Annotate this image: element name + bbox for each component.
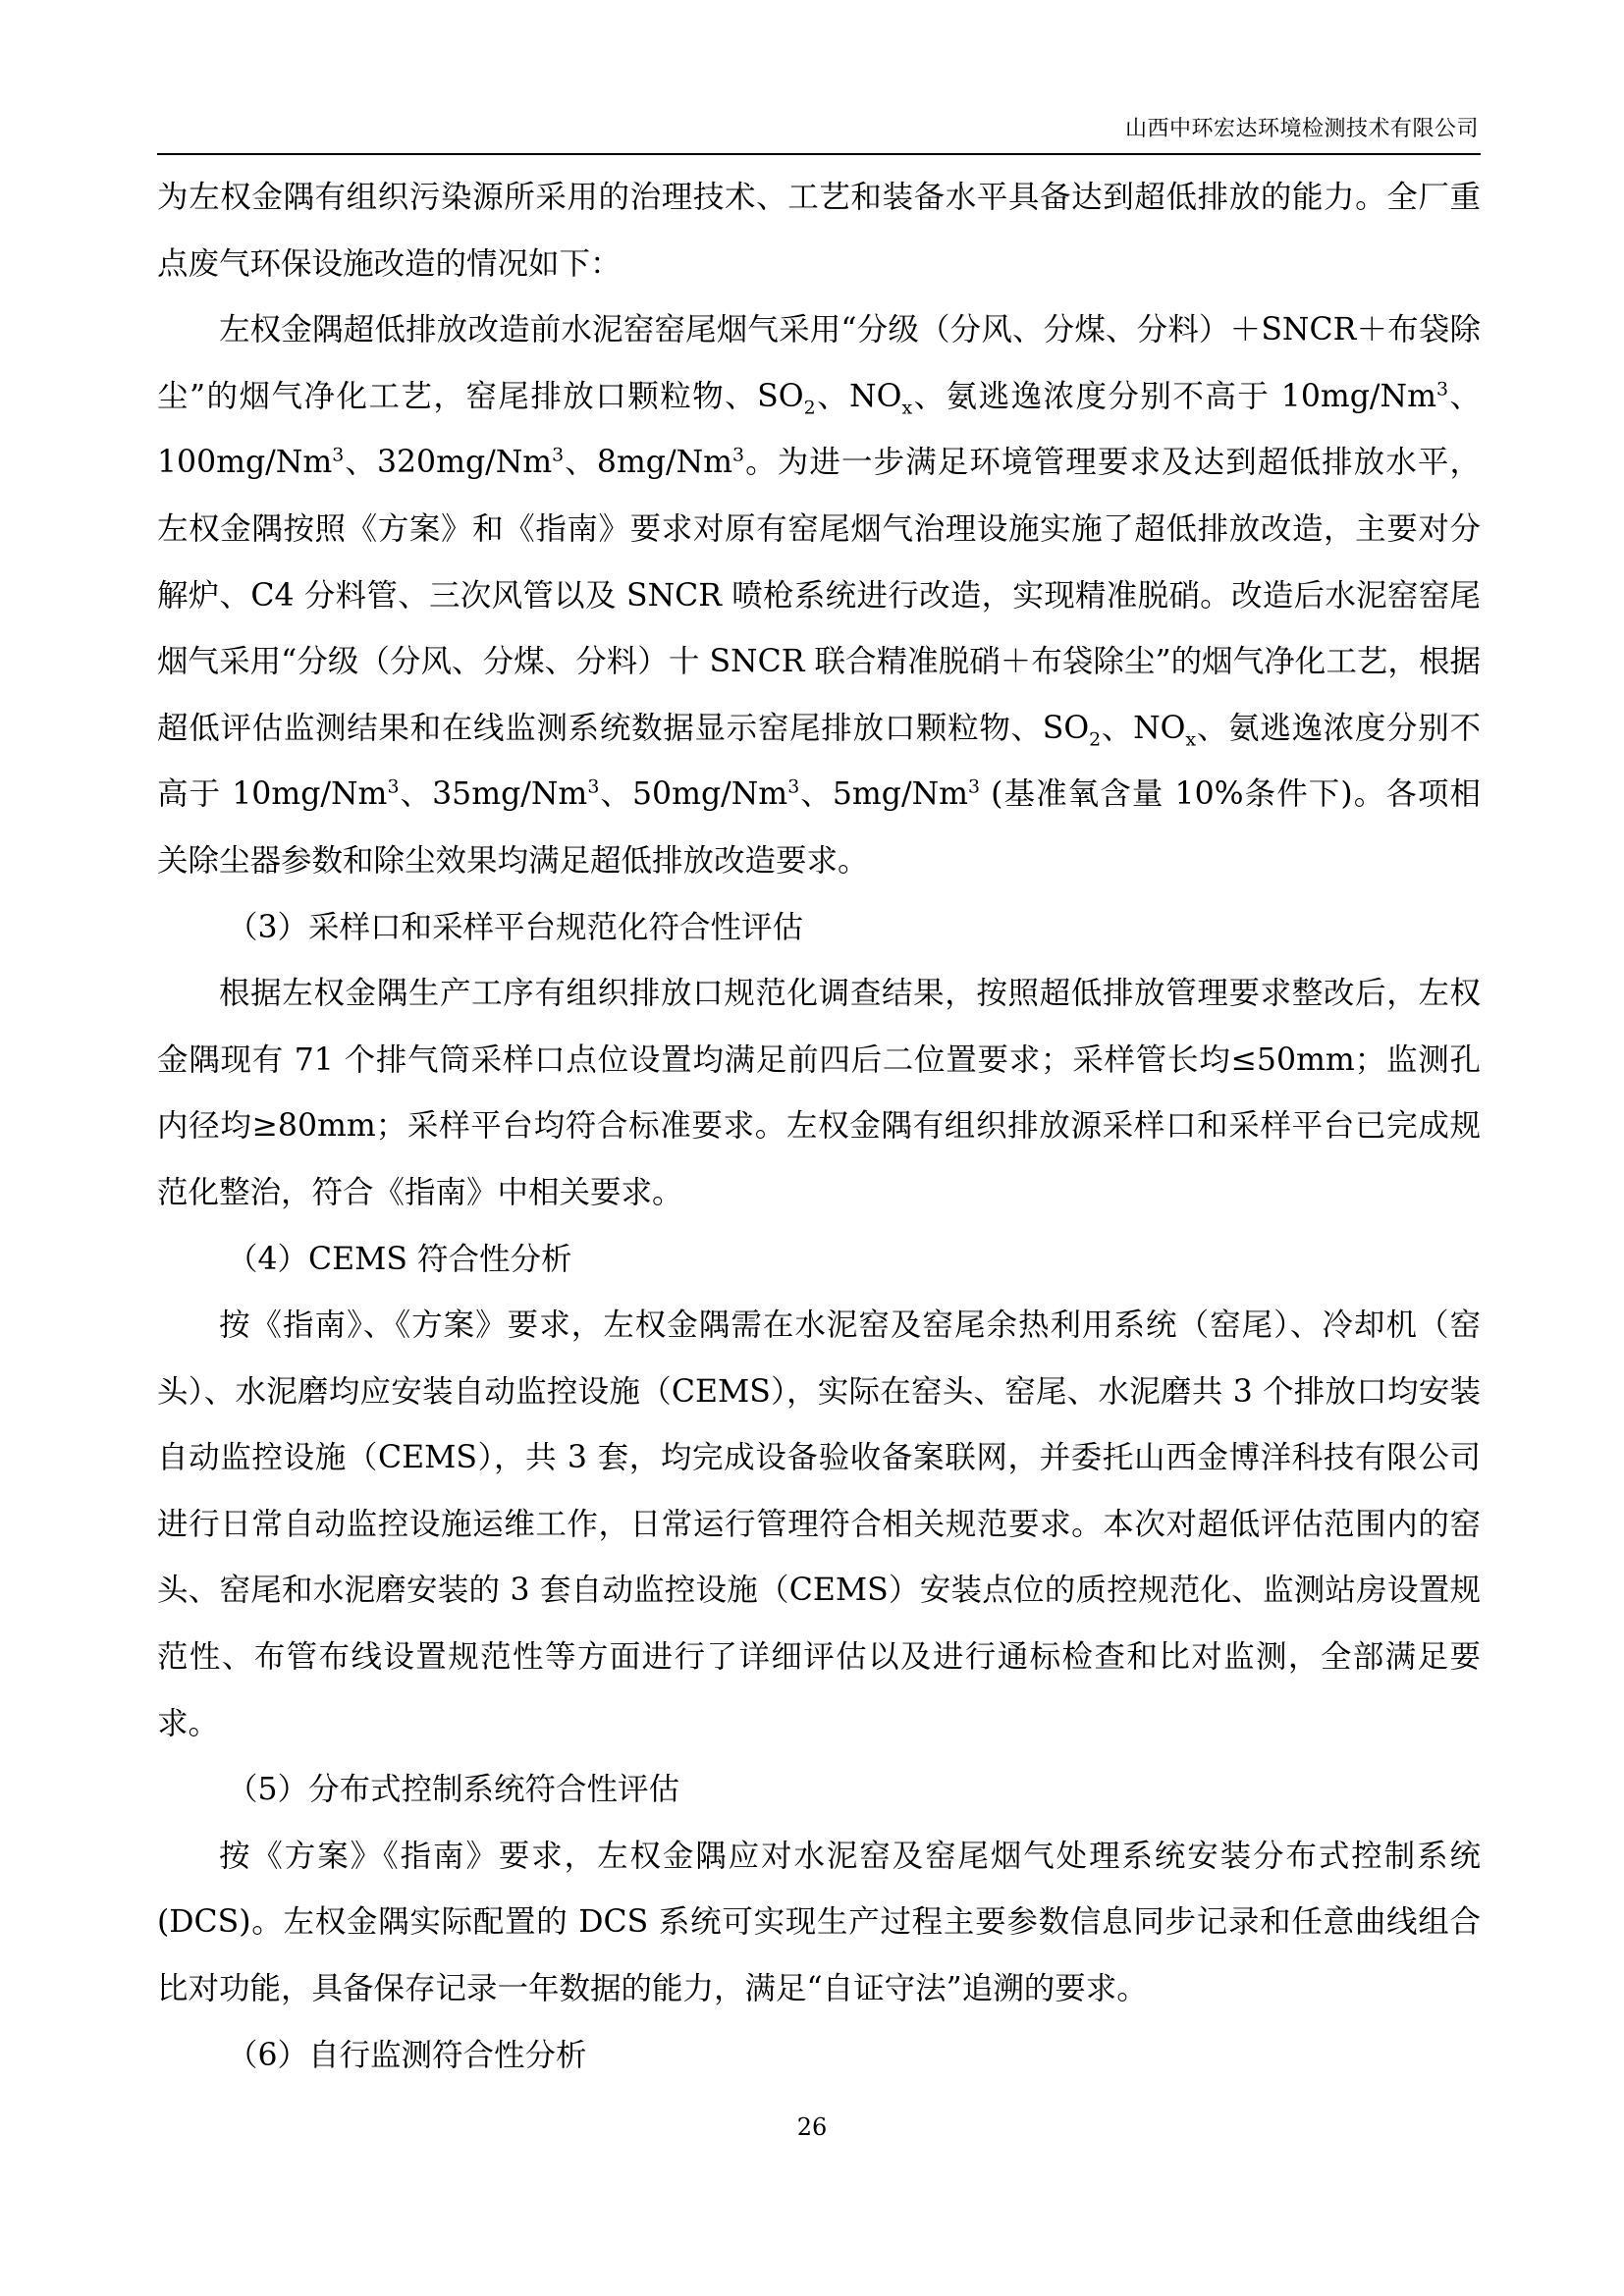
paragraph-dcs: 按《方案》《指南》要求，左权金隅应对水泥窑及窑尾烟气处理系统安装分布式控制系统(DCS)。左权金隅实际配置的 DCS 系统可实现生产过程主要参数信息同步记录和任意曲线组合比对功能，具备保存记录一年数据的能力，满足“自证守法”追溯的要求。: [157, 1838, 1481, 2007]
section-heading-self-monitoring: （6）自行监测符合性分析: [227, 2037, 587, 2073]
paragraph-cems: 按《指南》、《方案》要求，左权金隅需在水泥窑及窑尾余热利用系统（窑尾）、冷却机（窑头）、水泥磨均应安装自动监控设施（CEMS），实际在窑头、窑尾、水泥磨共 3 个排放口均安装自动监控设施（CEMS），共 3 套，均完成设备验收备案联网，并委托山西金博洋科技有限公司进行日常自动监控设施运维工作，日常运行管理符合相关规范要求。本次对超低评估范围内的窑头、窑尾和水泥磨安装的 3 套自动监控设施（CEMS）安装点位的质控规范化、监测站房设置规范性、布管布线设置规范性等方面进行了详细评估以及进行通标检查和比对监测，全部满足要求。: [157, 1308, 1481, 1741]
section-heading-cems: （4）CEMS 符合性分析: [227, 1241, 572, 1277]
header-company-name: 山西中环宏达环境检测技术有限公司: [1124, 117, 1479, 141]
paragraph-continuation: 为左权金隅有组织污染源所采用的治理技术、工艺和装备水平具备达到超低排放的能力。全厂重点废气环保设施改造的情况如下：: [157, 180, 1481, 282]
section-heading-sampling: （3）采样口和采样平台规范化符合性评估: [227, 909, 804, 945]
paragraph-sampling: 根据左权金隅生产工序有组织排放口规范化调查结果，按照超低排放管理要求整改后，左权金隅现有 71 个排气筒采样口点位设置均满足前四后二位置要求；采样管长均≤50mm；监测孔内径均≥80mm；采样平台均符合标准要求。左权金隅有组织排放源采样口和采样平台已完成规范化整治，符合《指南》中相关要求。: [157, 976, 1481, 1210]
paragraph-kiln-tail-retrofit: 左权金隅超低排放改造前水泥窑窑尾烟气采用“分级（分风、分煤、分料）＋SNCR＋布袋除尘”的烟气净化工艺，窑尾排放口颗粒物、$SO_2$、$NO_x$、氨逃逸浓度分别不高于 10mg/Nm$^3$、100mg/Nm$^3$、320mg/Nm$^3$、8mg/Nm$^3$。为进一步满足环境管理要求及达到超低排放水平，左权金隅按照《方案》和《指南》要求对原有窑尾烟气治理设施实施了超低排放改造，主要对分解炉、C4 分料管、三次风管以及 SNCR 喷枪系统进行改造，实现精准脱硝。改造后水泥窑窑尾烟气采用“分级（分风、分煤、分料）十 SNCR 联合精准脱硝＋布袋除尘”的烟气净化工艺，根据超低评估监测结果和在线监测系统数据显示窑尾排放口颗粒物、$SO_2$、$NO_x$、氨逃逸浓度分别不高于 10mg/Nm$^3$、35mg/Nm$^3$、50mg/Nm$^3$、5mg/Nm$^3$ (基准氧含量 10%条件下)。各项相关除尘器参数和除尘效果均满足超低排放改造要求。: [157, 312, 1482, 879]
page-number: 26: [796, 2113, 828, 2141]
section-heading-dcs: （5）分布式控制系统符合性评估: [227, 1772, 680, 1808]
page-header: [157, 110, 1481, 155]
document-body: [157, 165, 1481, 2089]
